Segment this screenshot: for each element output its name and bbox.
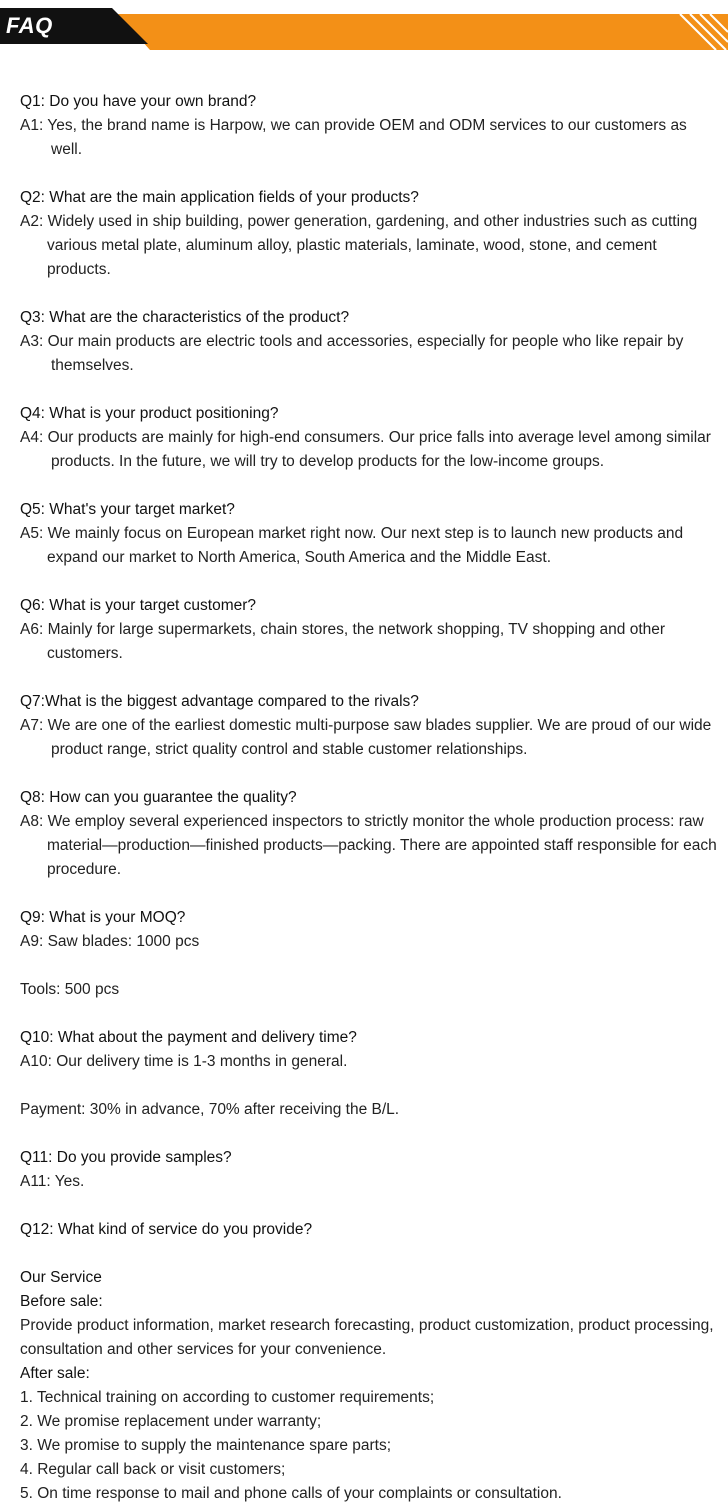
service-title: Our Service bbox=[20, 1269, 102, 1286]
faq-question: Q3: What are the characteristics of the product? bbox=[20, 309, 350, 326]
faq-item-3 bbox=[20, 306, 720, 378]
faq-question: Q7:What is the biggest advantage compared to the rivals? bbox=[20, 693, 419, 710]
faq-answer-extra: Tools: 500 pcs bbox=[20, 981, 120, 998]
faq-item-5 bbox=[20, 498, 720, 570]
faq-question: Q6: What is your target customer? bbox=[20, 597, 257, 614]
faq-answer: A4: Our products are mainly for high-end consumers. Our price falls into average level among similar products. In the future, we will try to develop products for the low-income groups. bbox=[20, 429, 711, 470]
banner-title: FAQ bbox=[6, 13, 53, 38]
faq-answer: A10: Our delivery time is 1-3 months in general. bbox=[20, 1053, 348, 1070]
faq-answer: A6: Mainly for large supermarkets, chain stores, the network shopping, TV shopping and other customers. bbox=[20, 621, 666, 662]
faq-answer: A5: We mainly focus on European market right now. Our next step is to launch new products and expand our market to North America, South America and the Middle East. bbox=[20, 525, 684, 566]
faq-item-9 bbox=[20, 906, 720, 1002]
faq-answer: A2: Widely used in ship building, power generation, gardening, and other industries such as cutting various metal plate, aluminum alloy, plastic materials, laminate, wood, stone, and cement products. bbox=[20, 213, 698, 278]
faq-question: Q10: What about the payment and delivery time? bbox=[20, 1029, 357, 1046]
faq-question: Q4: What is your product positioning? bbox=[20, 405, 279, 422]
our-service-section bbox=[20, 1266, 720, 1506]
before-sale-heading: Before sale: bbox=[20, 1293, 103, 1310]
faq-banner bbox=[0, 0, 728, 56]
before-sale-text: Provide product information, market research forecasting, product customization, product processing, consultation and other services for your convenience. bbox=[20, 1317, 714, 1358]
faq-question: Q11: Do you provide samples? bbox=[20, 1149, 232, 1166]
faq-item-2 bbox=[20, 186, 720, 282]
faq-content bbox=[20, 90, 720, 1506]
faq-answer: A9: Saw blades: 1000 pcs bbox=[20, 933, 200, 950]
faq-item-12 bbox=[20, 1218, 720, 1242]
faq-item-8 bbox=[20, 786, 720, 882]
after-sale-item: 4. Regular call back or visit customers; bbox=[20, 1461, 286, 1478]
after-sale-heading: After sale: bbox=[20, 1365, 90, 1382]
faq-item-6 bbox=[20, 594, 720, 666]
faq-answer: A1: Yes, the brand name is Harpow, we can provide OEM and ODM services to our customers as well. bbox=[20, 117, 687, 158]
after-sale-item: 1. Technical training on according to customer requirements; bbox=[20, 1389, 435, 1406]
faq-item-1 bbox=[20, 90, 720, 162]
faq-question: Q9: What is your MOQ? bbox=[20, 909, 186, 926]
faq-answer-extra: Payment: 30% in advance, 70% after receiving the B/L. bbox=[20, 1101, 400, 1118]
after-sale-list bbox=[20, 1386, 720, 1506]
faq-item-4 bbox=[20, 402, 720, 474]
faq-question: Q2: What are the main application fields of your products? bbox=[20, 189, 419, 206]
faq-question: Q5: What's your target market? bbox=[20, 501, 235, 518]
faq-answer: A8: We employ several experienced inspectors to strictly monitor the whole production process: raw material—production—finished products—packing. There are appointed staff responsible for each procedure. bbox=[20, 813, 717, 878]
faq-answer: A7: We are one of the earliest domestic multi-purpose saw blades supplier. We are proud of our wide product range, strict quality control and stable customer relationships. bbox=[20, 717, 712, 758]
after-sale-item: 5. On time response to mail and phone calls of your complaints or consultation. bbox=[20, 1485, 562, 1502]
faq-answer: A3: Our main products are electric tools and accessories, especially for people who like repair by themselves. bbox=[20, 333, 684, 374]
faq-answer: A11: Yes. bbox=[20, 1173, 85, 1190]
faq-item-7 bbox=[20, 690, 720, 762]
faq-question: Q12: What kind of service do you provide? bbox=[20, 1221, 313, 1238]
faq-question: Q1: Do you have your own brand? bbox=[20, 93, 257, 110]
after-sale-item: 3. We promise to supply the maintenance spare parts; bbox=[20, 1437, 392, 1454]
banner-orange-bar bbox=[118, 14, 728, 50]
faq-item-11 bbox=[20, 1146, 720, 1194]
faq-item-10 bbox=[20, 1026, 720, 1122]
banner-graphic bbox=[0, 0, 728, 56]
after-sale-item: 2. We promise replacement under warranty; bbox=[20, 1413, 322, 1430]
faq-question: Q8: How can you guarantee the quality? bbox=[20, 789, 297, 806]
